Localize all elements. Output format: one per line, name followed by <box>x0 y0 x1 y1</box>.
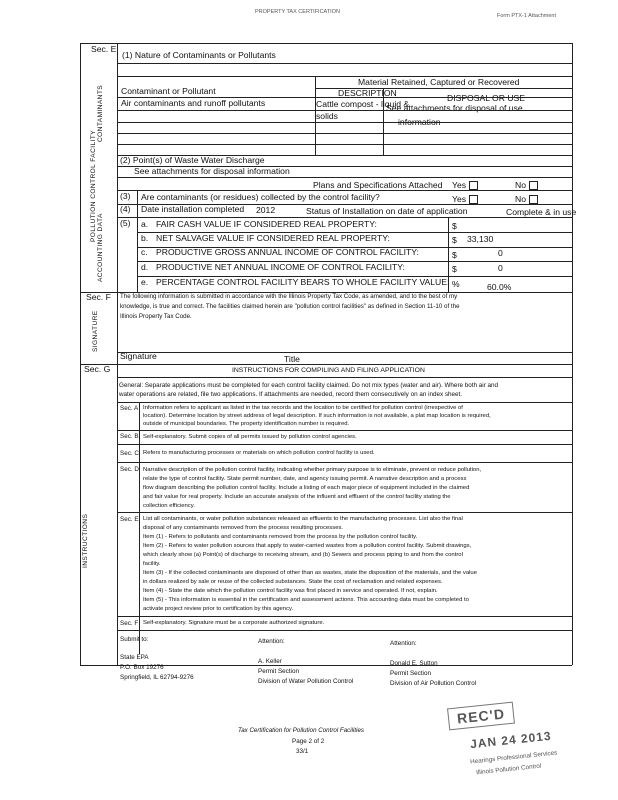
q4-number: (4) <box>120 204 131 214</box>
row1-disposal-2: information <box>398 117 441 127</box>
rule <box>117 122 572 123</box>
frame-top <box>80 43 572 44</box>
rule <box>117 512 572 513</box>
sec-e-q2-title: (2) Point(s) of Waste Water Discharge <box>120 155 265 165</box>
instr-sec-c-line: Refers to manufacturing processes or materials on which pollution control facility is used. <box>143 450 375 456</box>
attention-2-line: Donald E. Sutton <box>390 660 438 667</box>
row-b-value: 33,130 <box>467 234 494 244</box>
side-label-signature: SIGNATURE <box>92 310 99 352</box>
instr-sec-c-label: Sec. C <box>120 450 139 457</box>
instr-sec-b-label: Sec. B <box>120 433 139 440</box>
row-a-text: FAIR CASH VALUE IF CONSIDERED REAL PROPERTY: <box>156 219 377 229</box>
footer-code: 33/1 <box>296 748 309 755</box>
sec-f-text-3: Illinois Property Tax Code. <box>120 313 192 320</box>
instr-sec-e-line: facility. <box>143 561 161 567</box>
row-c-value: 0 <box>498 248 503 258</box>
row-a-letter: a. <box>141 219 149 229</box>
instr-sec-e-line: Item (1) - Refers to pollutants and contaminants removed from the process by the pollution control facility. <box>143 534 418 540</box>
plans-yes[interactable] <box>452 181 478 190</box>
attention-1-line: Division of Water Pollution Control <box>258 678 354 685</box>
instr-sec-e-line: Item (2) - Refers to water pollution sources that apply to water-carried wastes from a pollution control facility. Submit drawings, <box>143 543 472 549</box>
rule <box>117 444 572 445</box>
attention-2-line: Permit Section <box>390 670 431 677</box>
instr-sec-a-line: outside of municipal boundaries. The property identification number is required. <box>143 421 350 427</box>
rule <box>80 364 572 365</box>
instr-sec-d-line: relate the type of control facility. State permit number, date, and agency issuing permit. A narrative description and a process <box>143 476 467 482</box>
row-d-letter: d. <box>141 262 149 272</box>
date-stamp-text: JAN 24 2013 <box>469 728 553 752</box>
header-right-text: Form PTX-1 Attachment <box>497 13 556 19</box>
row-e-prefix: % <box>452 279 460 289</box>
side-label-instructions: INSTRUCTIONS <box>82 513 89 568</box>
sec-g-heading: INSTRUCTIONS FOR COMPILING AND FILING APPLICATION <box>232 367 425 374</box>
sec-e-label: Sec. E <box>91 44 117 54</box>
address-line: State EPA <box>120 654 149 661</box>
section-label-divider <box>117 43 118 665</box>
row-e-value: 60.0% <box>487 282 512 292</box>
q3-text: Are contaminants (or residues) collected by the control facility? <box>141 192 380 202</box>
rule <box>117 133 572 134</box>
col-description-header: DESCRIPTION <box>338 88 397 98</box>
row-e-text: PERCENTAGE CONTROL FACILITY BEARS TO WHOLE FACILITY VALUE: <box>156 277 450 287</box>
q4-date-value: 2012 <box>256 205 276 215</box>
header-left-text: PROPERTY TAX CERTIFICATION <box>255 9 340 15</box>
footer-title: Tax Certification for Pollution Control Facilities <box>238 727 364 734</box>
instr-sec-d-line: Narrative description of the pollution control facility, indicating whether primary purpose is to eliminate, prevent or reduce pollution, <box>143 467 482 473</box>
plans-no-label: No <box>515 180 526 190</box>
submit-to-label: Submit to: <box>120 636 149 643</box>
sec-f-label: Sec. F <box>86 292 111 302</box>
col-disposal-header: DISPOSAL OR USE <box>447 93 526 103</box>
row-c-text: PRODUCTIVE GROSS ANNUAL INCOME OF CONTROL FACILITY: <box>156 247 419 257</box>
q4-status-label: Status of Installation on date of application <box>306 206 468 216</box>
side-label-contaminants: CONTAMINANTS <box>97 84 104 142</box>
attention-1-label: Attention: <box>258 638 285 645</box>
q3-no-label: No <box>515 194 526 204</box>
row1-description-1: Cattle compost - liquid & <box>316 99 410 109</box>
rule <box>117 430 572 431</box>
q5-number: (5) <box>120 218 131 228</box>
instr-sec-e-line: Item (4) - State the date which the pollution control facility was first placed in service and operated. If not, explain. <box>143 588 438 594</box>
row-d-prefix: $ <box>452 264 457 274</box>
row-d-value: 0 <box>498 263 503 273</box>
address-line: P.O. Box 19276 <box>120 664 164 671</box>
instr-sec-d-line: and fair value for real property. Include an accurate analysis of the influent and effluent of the control facility stating the <box>143 494 451 500</box>
attention-2-line: Division of Air Pollution Control <box>390 680 477 687</box>
col-contaminant-header: Contaminant or Pollutant <box>121 86 216 96</box>
signature-line[interactable] <box>117 352 572 353</box>
row-b-letter: b. <box>141 233 149 243</box>
material-retained-header: Material Retained, Captured or Recovered <box>358 77 520 87</box>
side-label-pollution-facility: POLLUTION CONTROL FACILITY <box>90 129 97 242</box>
q3-no[interactable] <box>515 195 538 204</box>
q3-yes[interactable] <box>452 195 478 204</box>
rule <box>117 462 572 463</box>
received-stamp-text: REC'D <box>456 705 506 727</box>
rule <box>117 177 572 178</box>
rule <box>117 190 572 191</box>
sec-g-label: Sec. G <box>84 364 111 374</box>
row1-disposal-1: See attachments for disposal of use <box>386 103 523 113</box>
row-c-letter: c. <box>141 247 148 257</box>
instr-sec-f-line: Self-explanatory. Signature must be a corporate authorized signature. <box>143 620 325 626</box>
general-instructions-2: water operations are related, file two applications. If attachments are needed, record them consecutively on an index sheet. <box>119 391 463 398</box>
plans-attached-label: Plans and Specifications Attached <box>313 180 443 190</box>
rule <box>117 377 572 378</box>
instr-sec-e-line: disposal of any contaminants removed from the process resulting processes. <box>143 525 344 531</box>
title-label: Title <box>284 354 300 364</box>
attention-1-line: A. Keller <box>258 658 282 665</box>
row-b-prefix: $ <box>452 235 457 245</box>
q3-number: (3) <box>120 191 131 201</box>
row1-contaminant: Air contaminants and runoff pollutants <box>121 98 266 108</box>
agency-stamp-1: Hearings Professional Services <box>469 749 558 766</box>
rule <box>117 616 572 617</box>
row-a-prefix: $ <box>452 221 457 231</box>
instr-sec-d-line: collection efficiency. <box>143 503 195 509</box>
row-e-letter: e. <box>141 277 149 287</box>
agency-stamp-2: Illinois Pollution Control <box>475 762 542 777</box>
received-stamp <box>447 702 515 731</box>
footer-page: Page 2 of 2 <box>292 738 325 745</box>
attention-2-label: Attention: <box>390 640 417 647</box>
plans-yes-label: Yes <box>452 180 467 190</box>
instr-sec-e-line: Item (3) - If the collected contaminants are disposed of other than as wastes, state the disposition of the materials, and the value <box>143 570 477 576</box>
rule <box>117 402 572 403</box>
sec-e-q1-title: (1) Nature of Contaminants or Pollutants <box>122 50 276 60</box>
rule <box>117 63 572 64</box>
instr-sec-e-line: List all contaminants, or water pollution substances released as effluents to the manufacturing processes. List also the final <box>143 516 463 522</box>
attention-1-line: Permit Section <box>258 668 299 675</box>
rule <box>117 144 572 145</box>
instr-sec-e-line: in dollars realized by sale or reuse of the collected substances. State the cost of reclamation and related expenses. <box>143 579 443 585</box>
instr-sec-a-line: Information refers to applicant as listed in the tax records and the location to be certified for pollution control (irrespective of <box>143 405 463 411</box>
instr-sec-a-line: location). Determine location by street address of legal description. If such information is not available, a plat map location is required, <box>143 413 491 419</box>
rule <box>117 166 572 167</box>
plans-no-checkbox[interactable] <box>529 181 538 190</box>
row1-description-2: solids <box>316 111 338 121</box>
sec-f-text-1: The following information is submitted in accordance with the Illinois Property Tax Code, as amended, and to the best of my <box>120 293 458 300</box>
instr-sec-e-line: which clearly show (a) Point(s) of discharge to receiving stream, and (b) Sewers and process piping to and from the control <box>143 552 463 558</box>
address-line: Springfield, IL 62794-9276 <box>120 674 194 681</box>
row-c-prefix: $ <box>452 250 457 260</box>
side-label-accounting: ACCOUNTING DATA <box>97 213 104 282</box>
sec-f-text-2: knowledge, is true and correct. The facilities claimed herein are "pollution control facilities" as defined in Section 11-10 of the <box>120 303 460 310</box>
q3-yes-checkbox[interactable] <box>469 195 478 204</box>
instr-sec-e-line: activate project review prior to certification by this agency. <box>143 606 294 612</box>
plans-no[interactable] <box>515 181 538 190</box>
instr-sec-d-label: Sec. D <box>120 466 139 473</box>
plans-yes-checkbox[interactable] <box>469 181 478 190</box>
instr-sec-a-label: Sec. A <box>120 405 139 412</box>
rule <box>117 217 572 218</box>
row-b-text: NET SALVAGE VALUE IF CONSIDERED REAL PROPERTY: <box>156 233 390 243</box>
instr-sec-e-label: Sec. E <box>120 516 139 523</box>
instr-sec-d-line: flow diagram describing the pollution control facility. Include a listing of each major piece of equipment included in the claimed <box>143 485 470 491</box>
row-d-text: PRODUCTIVE NET ANNUAL INCOME OF CONTROL FACILITY: <box>156 262 405 272</box>
sec-e-q2-value: See attachments for disposal information <box>134 166 290 176</box>
instr-sec-e-line: Item (5) - This information is essential in the certification and assessment actions. This accounting data must be completed to <box>143 597 469 603</box>
frame-left <box>80 43 81 665</box>
instr-sec-f-label: Sec. F <box>120 620 139 627</box>
general-instructions-1: General: Separate applications must be completed for each control facility claimed. Do not mix types (water and air). Where both air and <box>119 382 499 389</box>
q4-status-value: Complete & in use <box>506 207 577 217</box>
frame-right <box>572 43 573 665</box>
q4-text: Date installation completed <box>141 204 245 214</box>
rule <box>117 110 572 111</box>
q3-yes-label: Yes <box>452 194 467 204</box>
signature-label: Signature <box>120 351 157 361</box>
q3-no-checkbox[interactable] <box>529 195 538 204</box>
rule <box>117 630 572 631</box>
instr-sec-b-line: Self-explanatory. Submit copies of all permits issued by pollution control agencies. <box>143 434 357 440</box>
